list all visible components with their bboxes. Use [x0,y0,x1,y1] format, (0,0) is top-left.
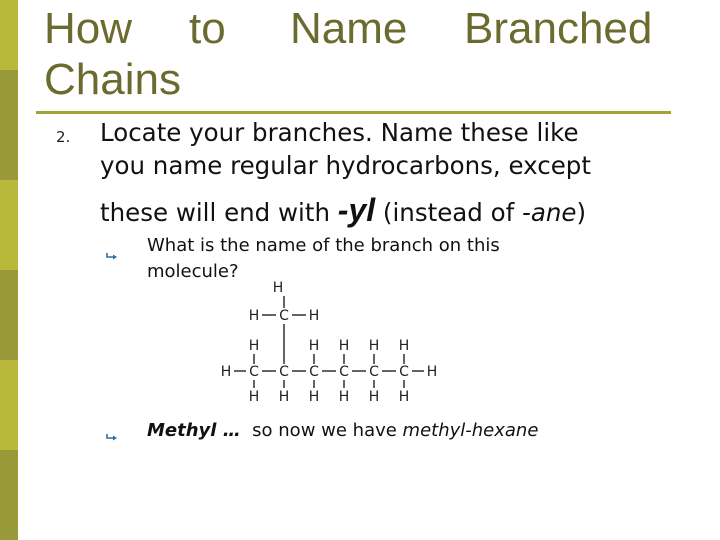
atom-c: C [279,308,289,324]
answer-italic: methyl-hexane [402,420,539,441]
slide-title-line-2: Chains [44,55,181,104]
question-line-2: molecule? [147,261,239,282]
atom-h: H [398,338,410,354]
paragraph-line-2: you name regular hydrocarbons, except [100,151,591,180]
yl-suffix: -yl [337,192,376,228]
list-item-number: 2. [56,128,71,146]
atom-c: C [249,364,259,380]
atom-h: H [426,364,438,380]
atom-h: H [278,389,290,404]
atom-c: C [339,364,349,380]
title-word: How [44,4,133,53]
atom-h: H [248,338,260,354]
title-word: Name [290,4,408,53]
question-line-1: What is the name of the branch on this [147,235,500,256]
arrow-bullet-icon [106,251,120,261]
title-word: Branched [464,4,653,53]
paragraph-text: ) [576,198,587,227]
arrow-bullet-icon [106,432,120,442]
atom-h: H [308,389,320,404]
atom-h: H [338,338,350,354]
atom-h: H [368,389,380,404]
atom-h: H [368,338,380,354]
atom-h: H [220,364,232,380]
paragraph-line-1: Locate your branches. Name these like [100,118,579,147]
atom-c: C [399,364,409,380]
sidebar-segment [0,360,18,450]
atom-c: C [279,364,289,380]
sidebar-stripe [0,0,18,540]
molecule-structure [216,276,446,404]
sidebar-segment [0,180,18,270]
answer-bold: Methyl … [147,420,241,441]
answer-text: so now we have [240,420,403,441]
atom-h: H [398,389,410,404]
sidebar-segment [0,0,18,70]
title-divider [36,111,671,114]
paragraph-line-3 [100,194,700,226]
atom-h: H [308,308,320,324]
ane-suffix: -ane [522,198,577,227]
atom-h: H [248,389,260,404]
atom-h: H [248,308,260,324]
paragraph-text: (instead of [375,198,523,227]
answer-line [147,422,538,440]
atom-c: C [309,364,319,380]
atom-c: C [369,364,379,380]
atom-h: H [308,338,320,354]
atom-h: H [272,280,284,296]
atom-h: H [338,389,350,404]
paragraph-text: these will end with [100,198,338,227]
title-word: to [189,4,226,53]
